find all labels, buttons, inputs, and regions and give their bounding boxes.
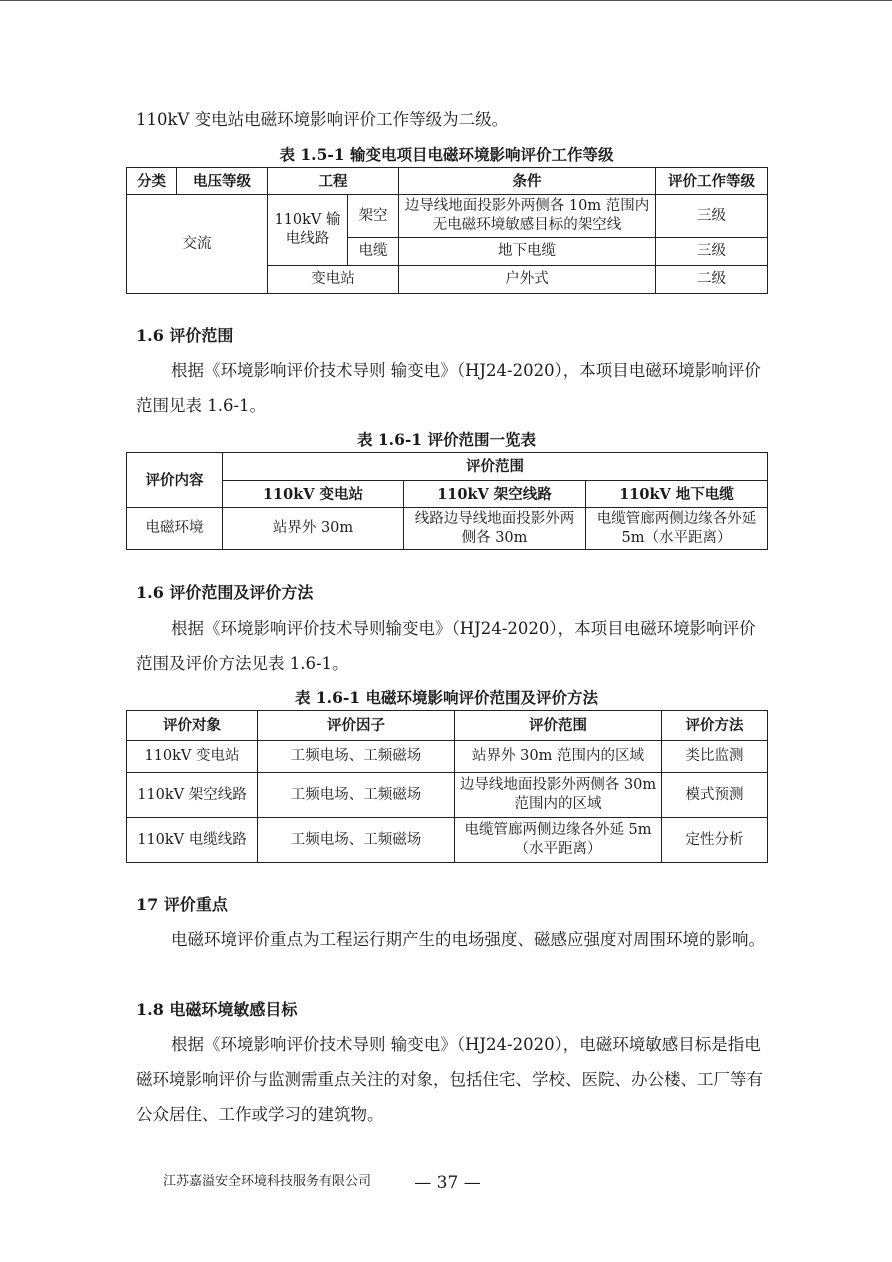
table1-header-cell: 工程 [268,168,399,195]
table3-header-cell: 评价范围 [455,711,662,741]
section-16b-title: 1.6 评价范围及评价方法 [136,583,314,602]
table1-condition: 户外式 [399,266,656,294]
table1-substation-project: 变电站 [268,266,399,294]
table2-subheader: 110kV 地下电缆 [586,481,768,508]
table2-subheader-row [127,481,768,508]
section-17-title: 17 评价重点 [136,895,228,914]
table3-header-cell: 评价方法 [662,711,768,741]
table1-header-cell: 分类 [127,168,177,195]
section-16b-body: 根据《环境影响评价技术导则输变电》（HJ24-2020），本项目电磁环境影响评价范围及评价方法见表 1.6-1。 [136,619,756,673]
table1-condition: 边导线地面投影外两侧各 10m 范围内无电磁环境敏感目标的架空线 [399,195,656,238]
table-row [127,741,768,773]
table1-caption: 表 1.5-1 输变电项目电磁环境影响评价工作等级 [279,145,614,164]
table-row [127,818,768,863]
table3-header-cell: 评价对象 [127,711,258,741]
table2-cell: 线路边导线地面投影外两侧各 30m [404,508,586,550]
table3 [126,710,768,863]
table1-header-cell: 条件 [399,168,656,195]
table3-cell: 站界外 30m 范围内的区域 [455,741,662,773]
table2-cell: 电磁环境 [127,508,223,550]
table3-caption: 表 1.6-1 电磁环境影响评价范围及评价方法 [295,688,598,707]
table3-cell: 边导线地面投影外两侧各 30m 范围内的区域 [455,773,662,818]
table1-level: 三级 [656,238,768,266]
section-18-title: 1.8 电磁环境敏感目标 [136,1000,298,1019]
table1-header-cell: 电压等级 [177,168,268,195]
table2-subheader: 110kV 变电站 [223,481,404,508]
table2-cell: 站界外 30m [223,508,404,550]
section-18-body: 根据《环境影响评价技术导则 输变电》（HJ24-2020），电磁环境敏感目标是指电磁环境影响评价与监测需重点关注的对象，包括住宅、学校、医院、办公楼、工厂等有公众居住、工作或学习的建筑物。 [136,1035,763,1124]
section-16a-body: 根据《环境影响评价技术导则 输变电》（HJ24-2020），本项目电磁环境影响评价范围见表 1.6-1。 [136,361,761,415]
intro-line: 110kV 变电站电磁环境影响评价工作等级为二级。 [136,110,509,129]
section-17-body: 电磁环境评价重点为工程运行期产生的电场强度、磁感应强度对周围环境的影响。 [171,930,765,949]
table3-header-row [127,711,768,741]
table3-cell: 定性分析 [662,818,768,863]
table2-header-content: 评价内容 [127,453,223,508]
page-top-border [0,0,892,1]
table2 [126,452,768,550]
table1-level: 三级 [656,195,768,238]
table3-cell: 类比监测 [662,741,768,773]
table3-cell: 模式预测 [662,773,768,818]
table2-header-scope: 评价范围 [223,453,768,481]
table1-sub-type: 架空 [348,195,399,238]
table2-caption: 表 1.6-1 评价范围一览表 [357,430,536,449]
table2-subheader: 110kV 架空线路 [404,481,586,508]
table-row [127,508,768,550]
table2-header-row [127,453,768,481]
table3-cell: 工频电场、工频磁场 [258,773,455,818]
footer-company: 江苏嘉溢安全环境科技服务有限公司 [163,1174,372,1189]
table1-line-project: 110kV 输电线路 [268,195,348,266]
table1-category: 交流 [127,195,268,294]
table1-condition: 地下电缆 [399,238,656,266]
table3-cell: 110kV 架空线路 [127,773,258,818]
table1-header-cell: 评价工作等级 [656,168,768,195]
table1-header-row [127,168,768,195]
table1-level: 二级 [656,266,768,294]
table3-cell: 110kV 变电站 [127,741,258,773]
table1-sub-type: 电缆 [348,238,399,266]
table3-header-cell: 评价因子 [258,711,455,741]
table3-cell: 电缆管廊两侧边缘各外延 5m（水平距离） [455,818,662,863]
table1 [126,167,768,294]
section-16a-title: 1.6 评价范围 [136,326,234,345]
table3-cell: 工频电场、工频磁场 [258,741,455,773]
table-row [127,195,768,238]
table-row [127,773,768,818]
table2-cell: 电缆管廊两侧边缘各外延 5m（水平距离） [586,508,768,550]
table3-cell: 工频电场、工频磁场 [258,818,455,863]
table3-cell: 110kV 电缆线路 [127,818,258,863]
page-number: — 37 — [414,1173,481,1193]
